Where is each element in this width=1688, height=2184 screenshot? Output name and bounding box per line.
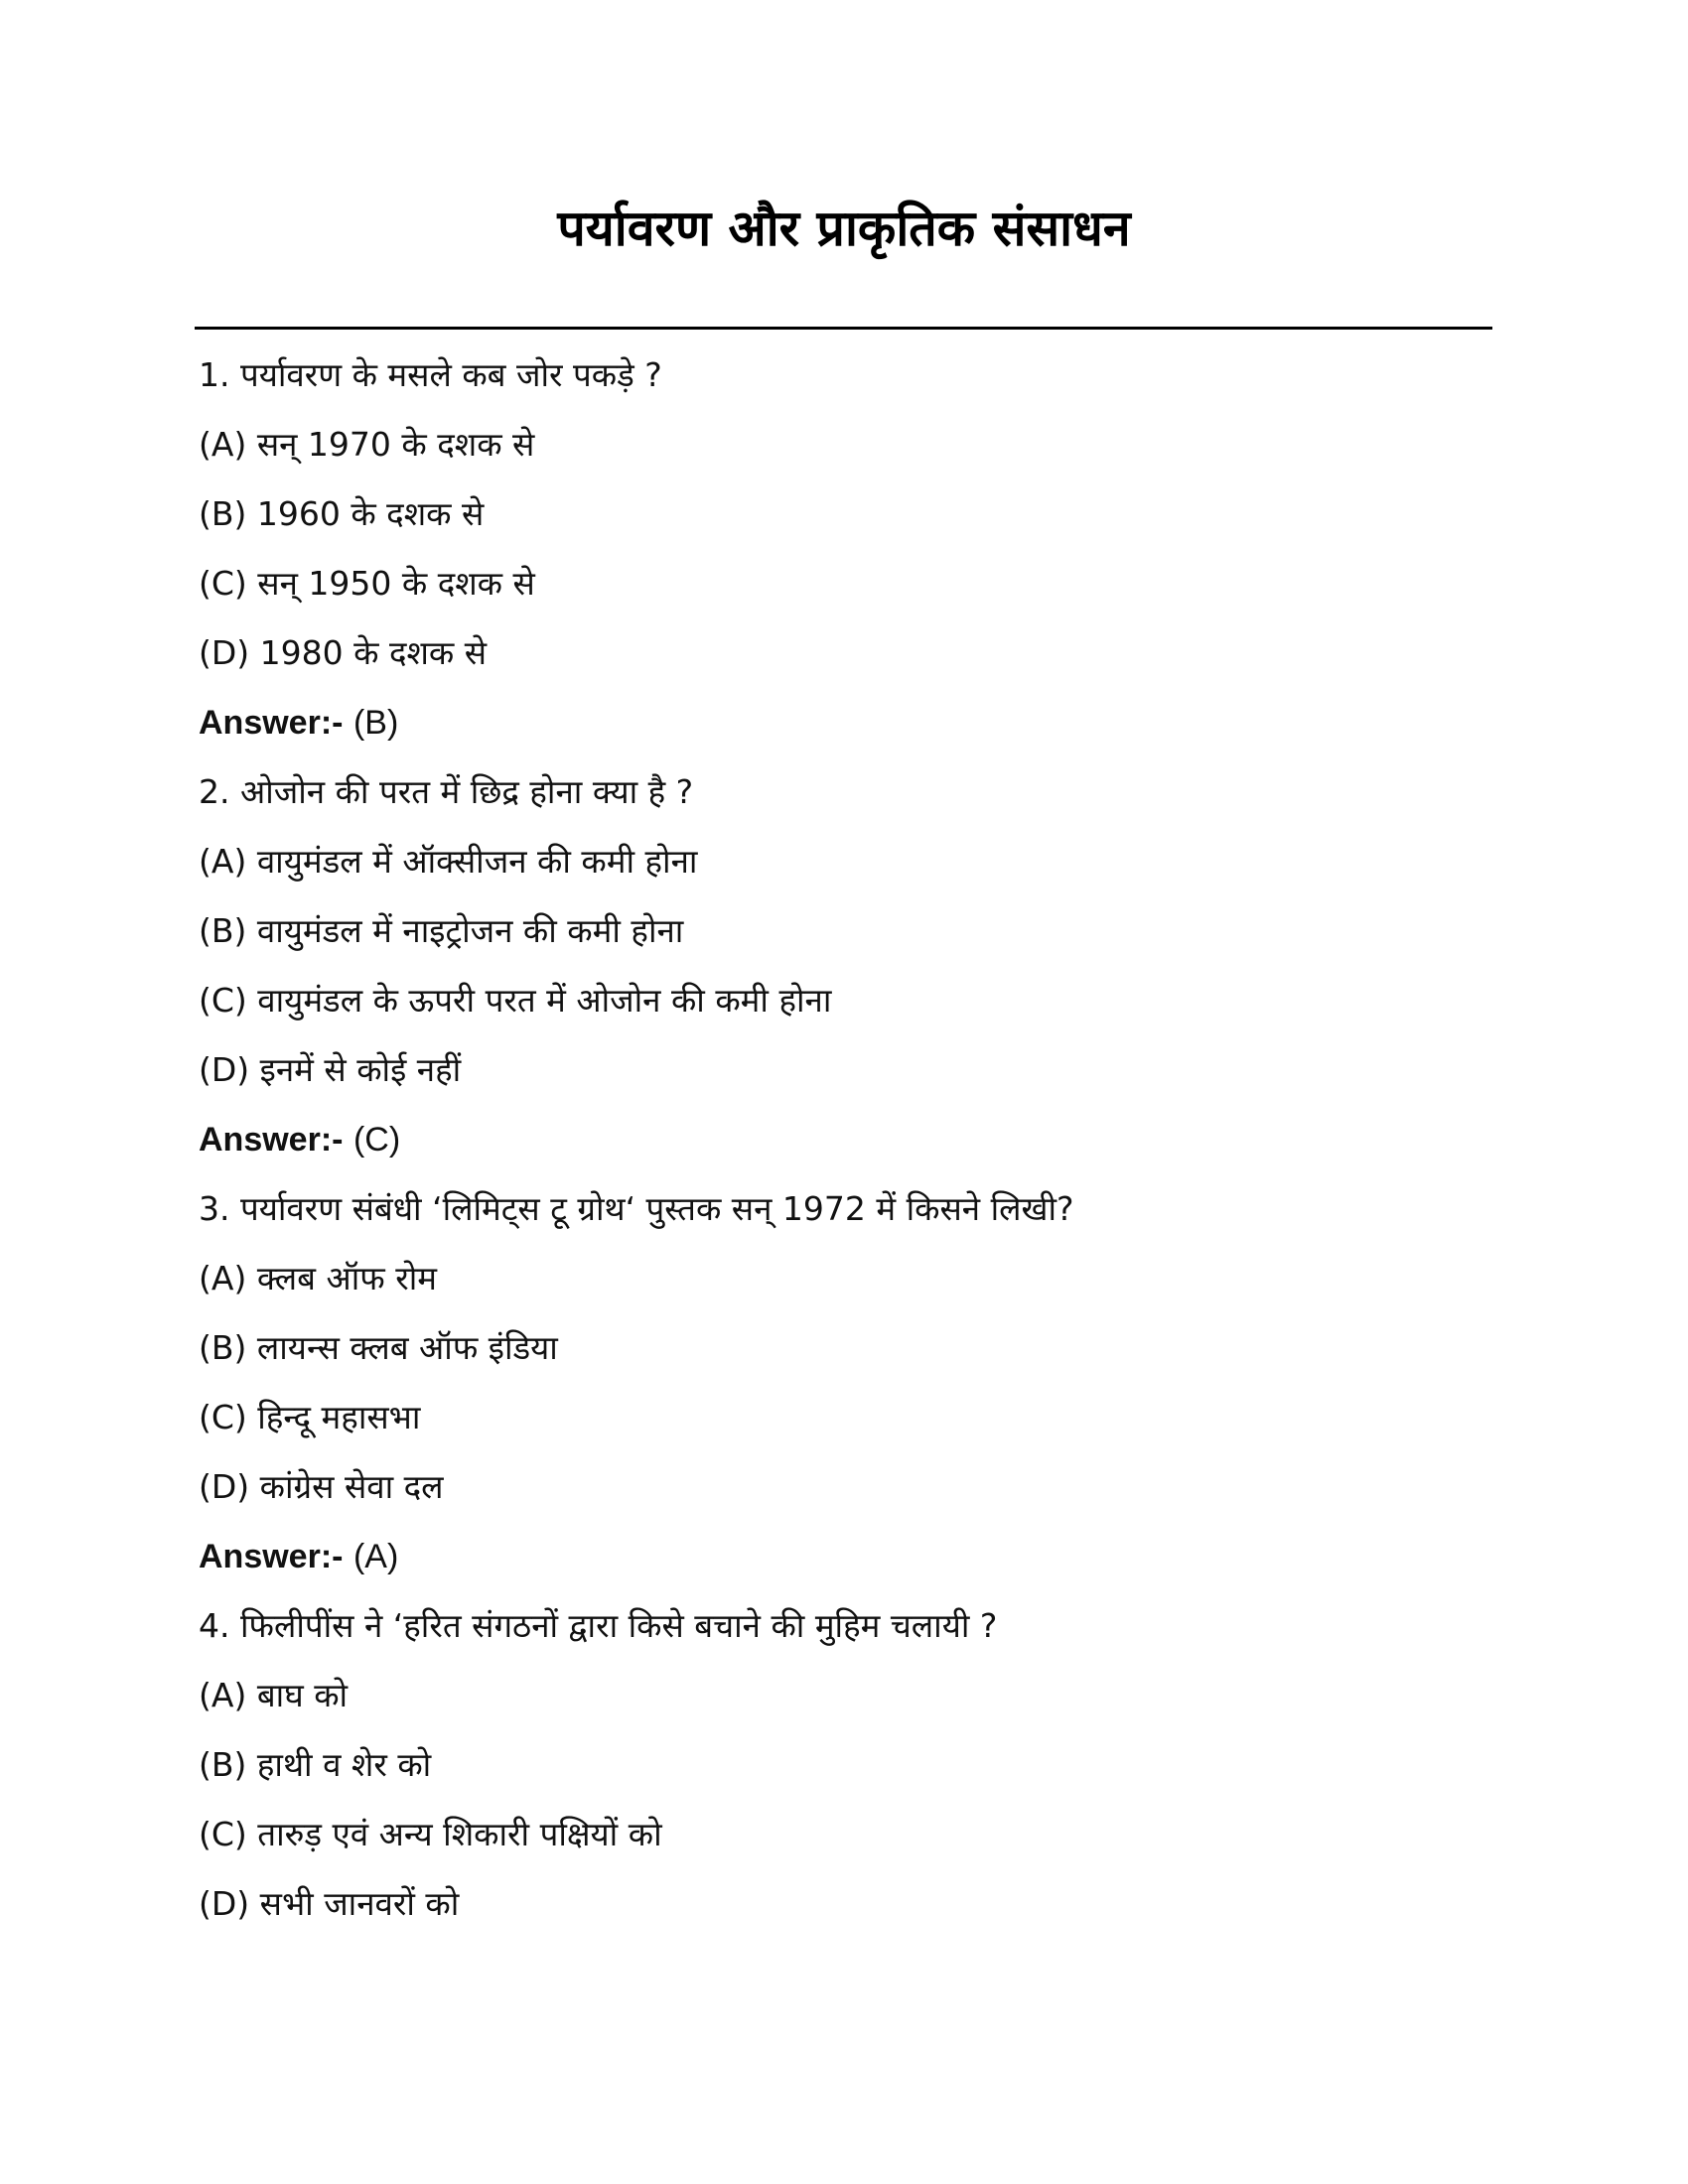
option-a: (A) वायुमंडल में ऑक्सीजन की कमी होना	[199, 842, 698, 881]
option-b: (B) लायन्स क्लब ऑफ इंडिया	[199, 1328, 558, 1367]
option-d: (D) इनमें से कोई नहीं	[199, 1050, 462, 1089]
answer-line	[199, 1522, 1489, 1591]
answer-label: Answer:-	[199, 1538, 344, 1575]
title-divider	[195, 327, 1492, 330]
question-list	[199, 341, 1489, 1939]
question-text: 4. फिलीपींस ने ‘हरित संगठनों द्वारा किसे बचाने की मुहिम चलायी ?	[199, 1606, 998, 1645]
page-title: पर्यावरण और प्राकृतिक संसाधन	[557, 200, 1131, 257]
option-a: (A) क्लब ऑफ रोम	[199, 1259, 437, 1297]
answer-line	[199, 688, 1489, 757]
question-text: 3. पर्यावरण संबंधी ‘लिमिट्स टू ग्रोथ‘ पुस्तक सन् 1972 में किसने लिखी?	[199, 1189, 1074, 1228]
question-text: 1. पर्यावरण के मसले कब जोर पकड़े ?	[199, 355, 662, 394]
option-d: (D) कांग्रेस सेवा दल	[199, 1467, 444, 1506]
option-d: (D) 1980 के दशक से	[199, 633, 488, 672]
answer-value: (C)	[352, 1121, 401, 1159]
option-c: (C) सन् 1950 के दशक से	[199, 564, 535, 603]
answer-label: Answer:-	[199, 704, 344, 742]
option-a: (A) सन् 1970 के दशक से	[199, 425, 535, 464]
option-b: (B) हाथी व शेर को	[199, 1745, 432, 1784]
answer-value: (A)	[352, 1538, 399, 1575]
option-d: (D) सभी जानवरों को	[199, 1884, 460, 1923]
answer-value: (B)	[352, 704, 399, 742]
question-text: 2. ओजोन की परत में छिद्र होना क्या है ?	[199, 772, 694, 811]
option-c: (C) हिन्दू महासभा	[199, 1398, 421, 1436]
option-b: (B) वायुमंडल में नाइट्रोजन की कमी होना	[199, 911, 684, 950]
answer-label: Answer:-	[199, 1121, 344, 1159]
option-c: (C) वायुमंडल के ऊपरी परत में ओजोन की कमी होना	[199, 981, 832, 1020]
option-c: (C) तारुड़ एवं अन्य शिकारी पक्षियों को	[199, 1815, 662, 1853]
answer-line	[199, 1105, 1489, 1174]
option-a: (A) बाघ को	[199, 1676, 349, 1714]
option-b: (B) 1960 के दशक से	[199, 494, 485, 533]
